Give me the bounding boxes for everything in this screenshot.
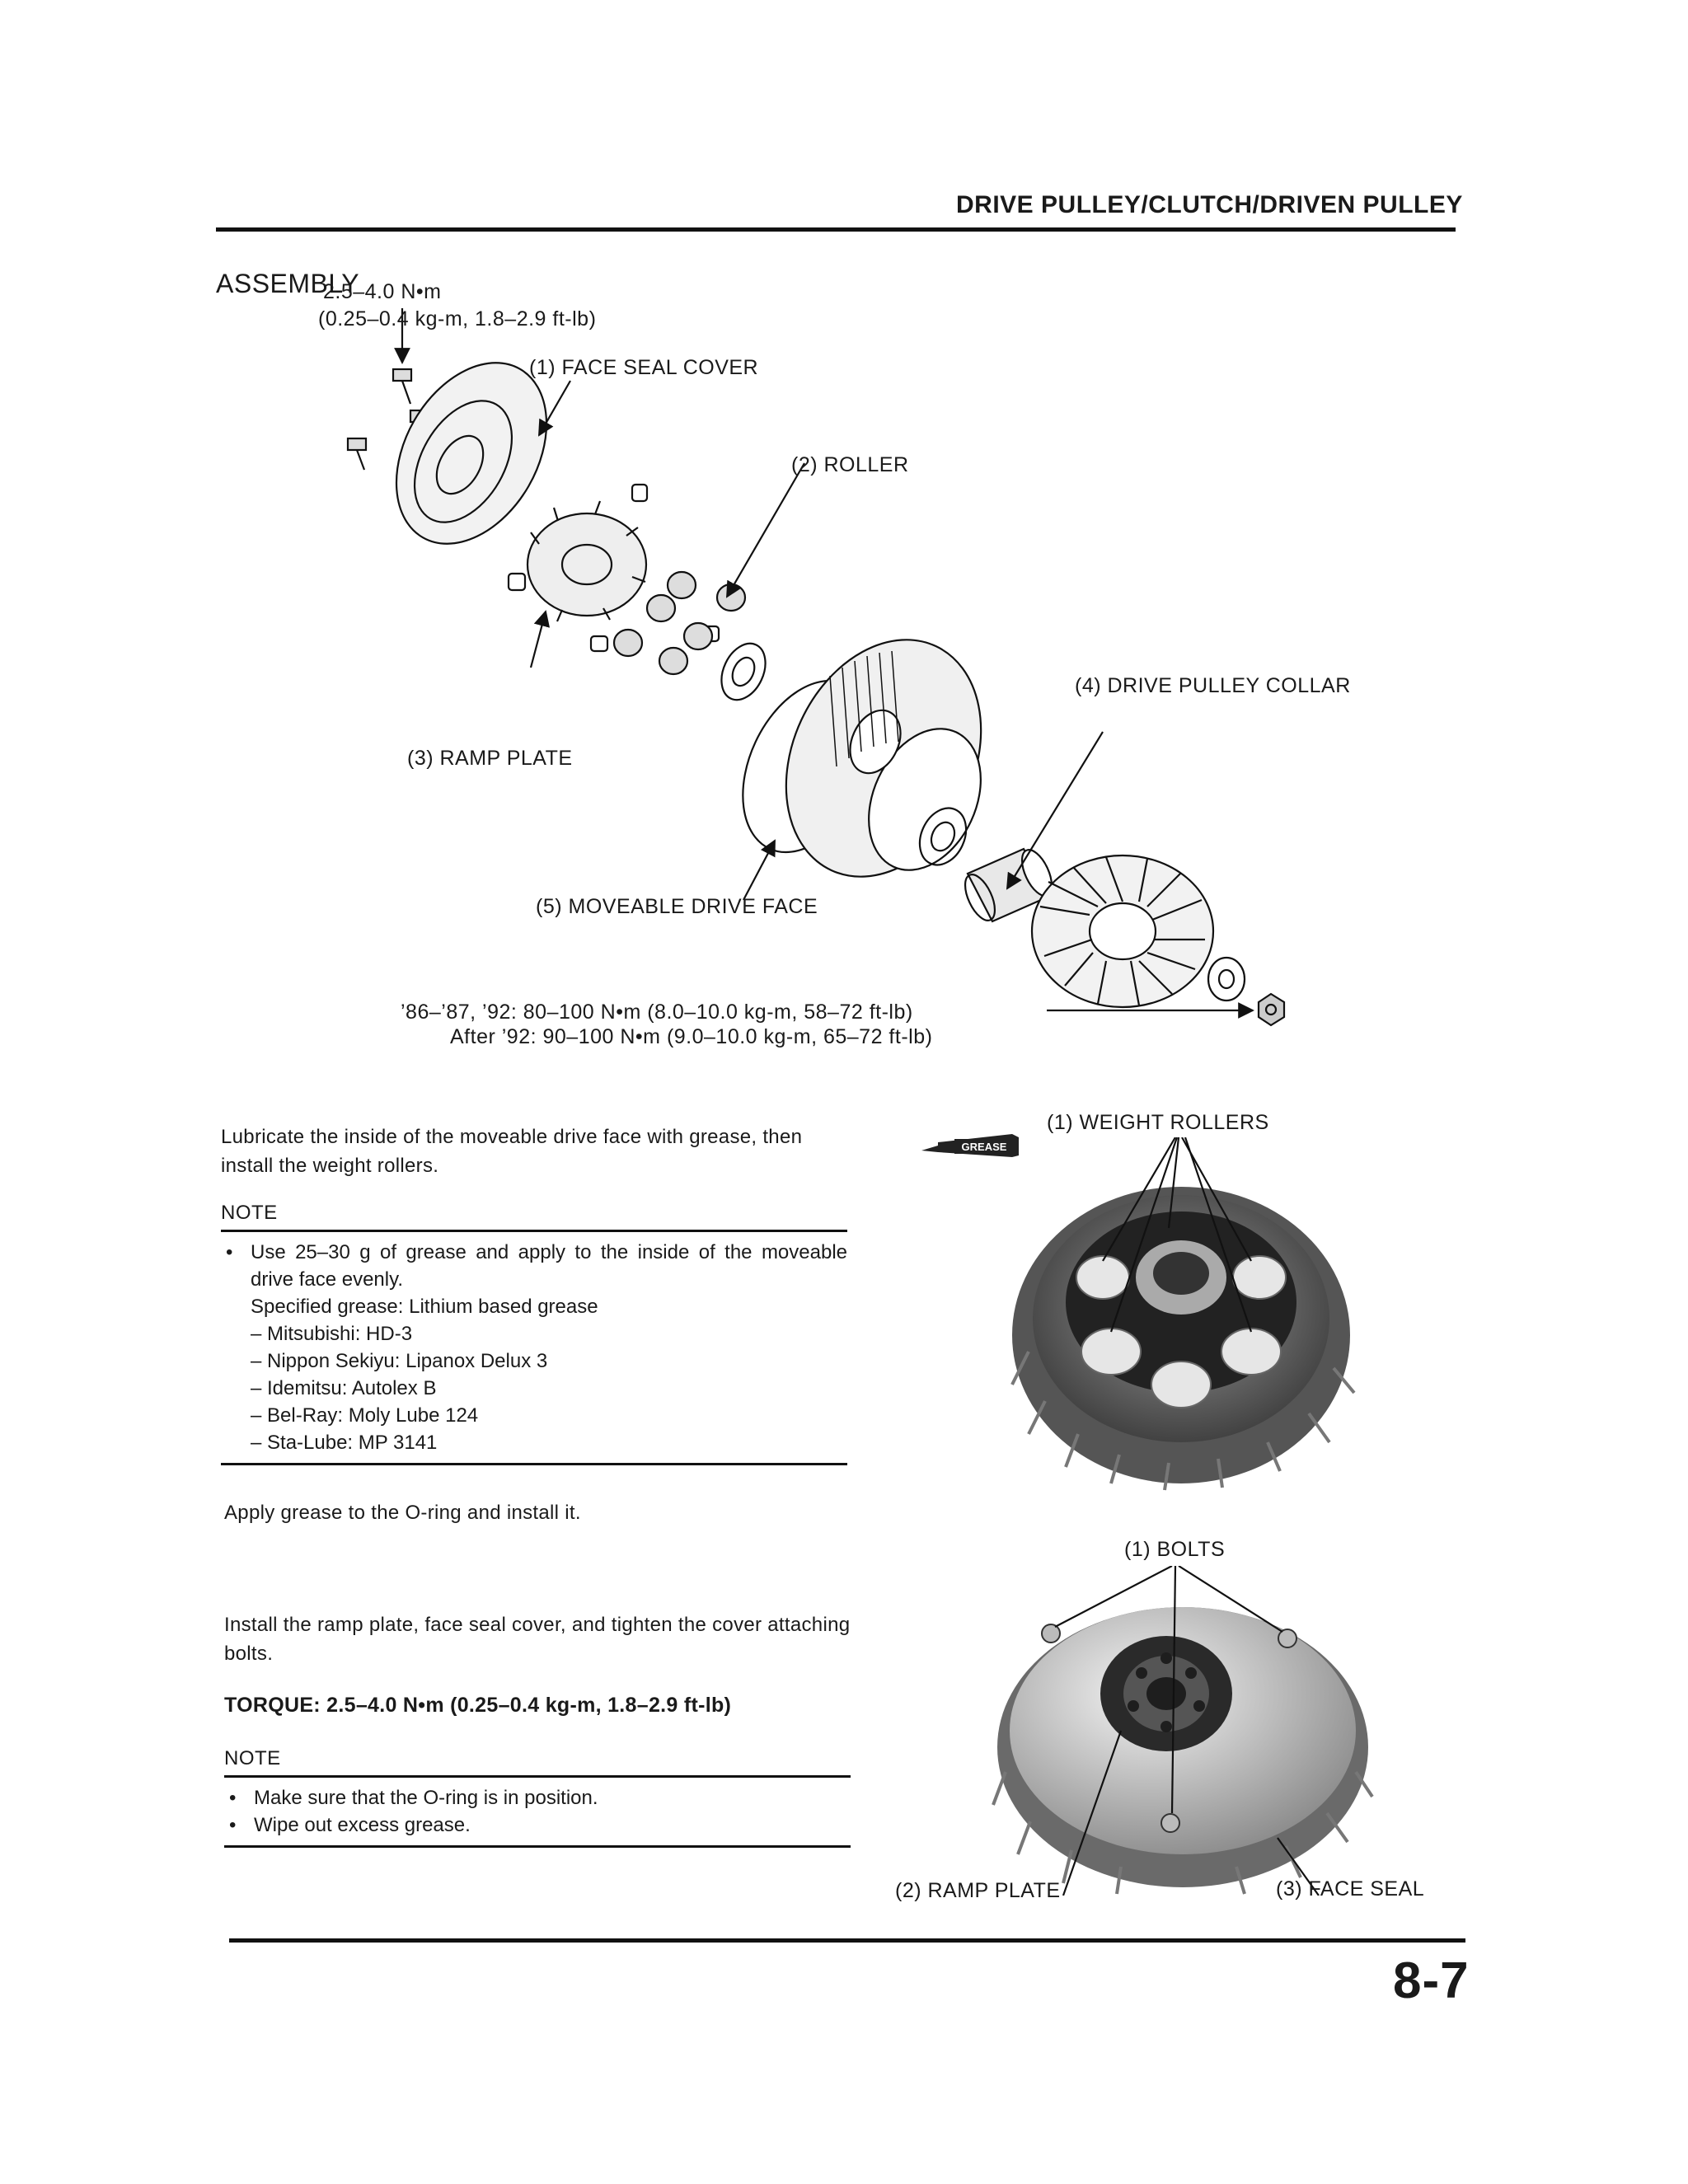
note-bullet: • Use 25–30 g of grease and apply to the inside of the moveable drive face evenly.: [221, 1239, 847, 1293]
note-rule-top: [221, 1230, 847, 1232]
torque-spec: TORQUE: 2.5–4.0 N•m (0.25–0.4 kg-m, 1.8–2.9 ft-lb): [224, 1694, 732, 1717]
label-roller: (2) ROLLER: [791, 453, 909, 476]
roller-icon: [659, 648, 687, 674]
note-block-install: [224, 1747, 851, 1848]
slider-icon: [632, 485, 647, 501]
grease-icon-label: GREASE: [961, 1141, 1007, 1153]
note-rule-top: [224, 1775, 851, 1778]
label-bolts: (1) BOLTS: [1124, 1538, 1226, 1561]
step-oring-text: Apply grease to the O-ring and install it.: [224, 1502, 581, 1524]
nut-torque-line1: ’86–’87, ’92: 80–100 N•m (8.0–10.0 kg-m, 58–72 ft-lb): [401, 1001, 913, 1024]
label-face-seal: (3) FACE SEAL: [1276, 1877, 1425, 1900]
step-lubricate-text: Lubricate the inside of the moveable drive face with grease, then install the weight rollers.: [221, 1126, 803, 1177]
header-rule: [216, 227, 1456, 232]
note-heading: NOTE: [221, 1202, 278, 1224]
bearing-part: [713, 636, 774, 707]
note-rule-bottom: [224, 1845, 851, 1848]
roller-icon: [684, 623, 712, 649]
roller-icon: [647, 595, 675, 621]
footer-rule: [229, 1938, 1465, 1943]
grease-brand-item: – Mitsubishi: HD-3: [251, 1323, 413, 1345]
slider-icon: [591, 636, 607, 651]
note-rule-bottom: [221, 1463, 847, 1465]
roller-icon: [614, 630, 642, 656]
step-install-text: Install the ramp plate, face seal cover, and tighten the cover attaching bolts.: [224, 1614, 851, 1665]
page-number: 8-7: [1393, 1952, 1470, 2009]
slider-icon: [509, 574, 525, 590]
grease-brand-item: – Nippon Sekiyu: Lipanox Delux 3: [251, 1350, 548, 1372]
bolt-icon: [393, 369, 411, 404]
grease-brand-list: [221, 1320, 847, 1456]
section-title: ASSEMBLY: [216, 269, 360, 298]
nut-torque-line2: After ’92: 90–100 N•m (9.0–10.0 kg-m, 65–72 ft-lb): [450, 1025, 933, 1048]
note-list: [221, 1239, 847, 1293]
note-bullet: • Wipe out excess grease.: [224, 1811, 851, 1839]
weight-rollers-photo: [1004, 1137, 1358, 1492]
bolt-icon: [348, 438, 366, 470]
label-ramp-plate-photo: (2) RAMP PLATE: [895, 1879, 1061, 1902]
grease-brand-item: – Idemitsu: Autolex B: [251, 1377, 437, 1399]
exploded-diagram: [216, 280, 1469, 1096]
cover-bolt-torque-line1: 2.5–4.0 N•m: [323, 280, 442, 303]
note-heading: NOTE: [224, 1747, 281, 1769]
label-drive-pulley-collar: (4) DRIVE PULLEY COLLAR: [1075, 674, 1351, 697]
note-block-grease: [221, 1202, 847, 1465]
roller-icon: [668, 572, 696, 598]
note-list: [224, 1784, 851, 1839]
washer-part: [1208, 958, 1245, 1001]
grease-spec-intro: Specified grease: Lithium based grease: [251, 1296, 598, 1318]
ramp-plate-part: [528, 501, 646, 621]
section-header-title: DRIVE PULLEY/CLUTCH/DRIVEN PULLEY: [956, 191, 1463, 218]
nut-part: [1259, 994, 1284, 1025]
cover-bolt-torque-line2: (0.25–0.4 kg-m, 1.8–2.9 ft-lb): [318, 307, 597, 330]
moveable-drive-face-part: [749, 608, 1018, 909]
grease-brand-item: – Bel-Ray: Moly Lube 124: [251, 1404, 479, 1427]
grease-brand-item: – Sta-Lube: MP 3141: [251, 1432, 438, 1454]
note-bullet: • Make sure that the O-ring is in position.: [224, 1784, 851, 1811]
ramp-plate-photo: [989, 1566, 1376, 1896]
label-moveable-drive-face: (5) MOVEABLE DRIVE FACE: [536, 895, 818, 918]
label-weight-rollers: (1) WEIGHT ROLLERS: [1047, 1111, 1269, 1134]
label-face-seal-cover: (1) FACE SEAL COVER: [529, 356, 759, 379]
label-ramp-plate: (3) RAMP PLATE: [407, 747, 573, 770]
fixed-drive-face-part: [1032, 855, 1213, 1007]
